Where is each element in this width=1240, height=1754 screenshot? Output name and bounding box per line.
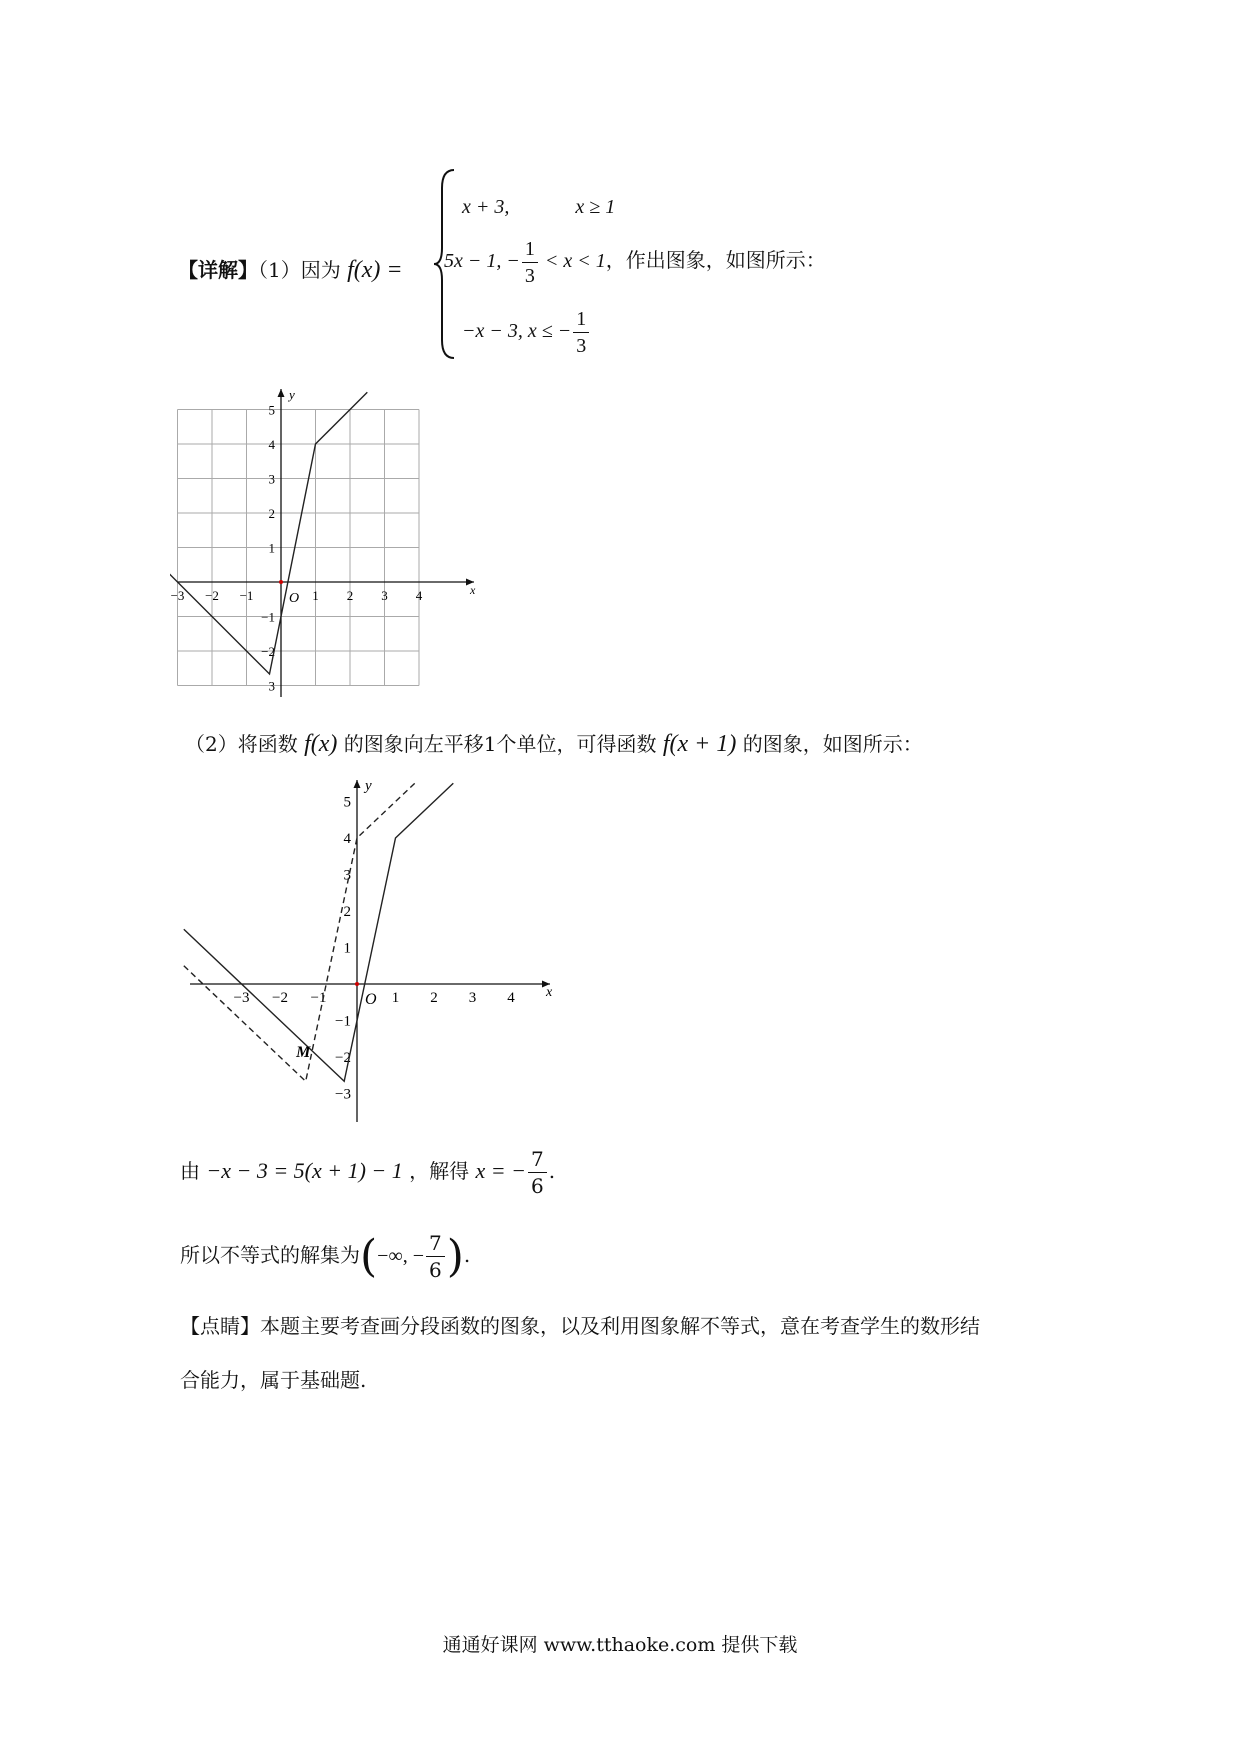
y-tick-label: −2	[335, 1050, 351, 1066]
detail-head: 【详解】	[178, 258, 258, 282]
y-tick-label: −3	[335, 1086, 351, 1103]
x-tick-label: 3	[468, 990, 477, 1006]
x-axis-label: x	[470, 583, 476, 597]
x-tick-label: −3	[170, 588, 185, 603]
case-2-cond-pre: −	[506, 250, 520, 273]
y-tick-label: −1	[335, 1013, 351, 1030]
case-2-frac	[522, 236, 538, 289]
solve-x-eq: x = −	[475, 1158, 526, 1183]
y-tick-label: 4	[343, 831, 351, 847]
dashed-series-line	[184, 783, 415, 1081]
detail-line	[178, 254, 403, 284]
y-tick-label: 1	[343, 940, 351, 957]
y-tick-label: −1	[261, 609, 275, 625]
case-3-cond-pre: x ≤ −	[527, 320, 572, 343]
y-tick-label: 3	[268, 678, 275, 694]
y-tick-label: −2	[261, 644, 275, 659]
x-tick-label: −1	[239, 588, 254, 603]
case-2-den: 3	[524, 265, 535, 287]
x-tick-label: 4	[415, 588, 423, 603]
case-3-expr: −x − 3,	[462, 320, 523, 343]
x-axis-label: x	[546, 985, 553, 1000]
x-tick-label: 2	[430, 990, 438, 1006]
x-tick-label: −3	[233, 990, 250, 1006]
case-1-cond: x ≥ 1	[575, 196, 616, 218]
x-tick-label: −1	[310, 990, 327, 1006]
case-2-expr: 5x − 1,	[444, 250, 502, 273]
graph-1	[170, 385, 480, 705]
part2-fx: f(x)	[304, 731, 338, 757]
y-tick-label: 5	[343, 794, 351, 811]
part2-line	[185, 728, 923, 758]
y-tick-label: 2	[268, 506, 275, 521]
case-3-frac	[573, 306, 589, 359]
case-2-cond-post: < x < 1	[544, 250, 606, 273]
x-tick-label: 2	[346, 588, 354, 603]
origin-label: O	[289, 591, 300, 606]
comment-line-2: 合能力，属于基础题.	[180, 1368, 367, 1392]
y-tick-label: 1	[268, 540, 275, 556]
x-tick-label: 1	[312, 588, 319, 603]
part2-text-a: （2）将函数	[185, 732, 298, 756]
case-1-expr: x + 3,	[462, 196, 510, 218]
case-3-den: 3	[576, 335, 587, 357]
solve-frac	[528, 1146, 547, 1199]
y-tick-label: 3	[268, 471, 275, 487]
part2-text-c: 的图象，如图所示：	[742, 732, 923, 756]
interval-den: 6	[429, 1258, 442, 1282]
part1-tail: ，作出图象，如图所示：	[605, 248, 826, 273]
y-tick-label: 4	[268, 437, 275, 452]
interval-frac	[426, 1230, 445, 1283]
y-tick-label: 5	[268, 402, 275, 418]
solve-den: 6	[530, 1174, 544, 1198]
y-axis-arrow	[354, 780, 361, 788]
solve-equation: −x − 3 = 5(x + 1) − 1	[206, 1158, 403, 1183]
solve-text-a: 由	[180, 1159, 200, 1183]
case-3	[462, 306, 591, 359]
origin-label: O	[365, 991, 377, 1008]
case-1	[462, 196, 615, 219]
series-line	[184, 783, 454, 1081]
interval-right-paren: )	[446, 1231, 464, 1282]
y-tick-label: 3	[343, 867, 351, 884]
solve-text-c: 所以不等式的解集为	[180, 1243, 360, 1267]
case-2-num: 1	[522, 236, 538, 263]
part2-text-b: 的图象向左平移1个单位，可得函数	[343, 732, 657, 756]
case-3-num: 1	[573, 306, 589, 333]
solve-num: 7	[528, 1146, 547, 1173]
solve-line-1: 由 −x − 3 = 5(x + 1) − 1 ，解得 x = − $\frac{7}{6}$ .	[180, 1147, 556, 1198]
part1-intro: （1）因为	[258, 258, 341, 282]
point-label: M	[296, 1043, 311, 1061]
y-axis-label: y	[289, 387, 295, 402]
part2-fx1: f(x + 1)	[662, 731, 737, 757]
origin-dot	[279, 580, 283, 584]
interval-left-paren: (	[360, 1231, 378, 1282]
x-tick-label: 4	[507, 990, 515, 1006]
solve-line-2: 所以不等式的解集为(−∞, − $\frac{7}{6}$ ).	[180, 1231, 471, 1282]
series-line	[170, 392, 367, 674]
x-tick-label: 1	[391, 990, 400, 1006]
x-tick-label: −2	[205, 588, 219, 603]
solve-text-b: ，解得	[409, 1159, 470, 1183]
y-axis-arrow	[278, 389, 285, 397]
case-2	[444, 236, 826, 289]
x-tick-label: 3	[381, 588, 388, 603]
footer-text: 通通好课网 www.tthaoke.com 提供下载	[442, 1634, 798, 1656]
y-tick-label: 2	[343, 904, 351, 920]
y-axis-label: y	[365, 778, 372, 794]
solve-interval: −∞, −	[377, 1245, 424, 1267]
comment-line-1: 【点睛】本题主要考查画分段函数的图象，以及利用图象解不等式，意在考查学生的数形结	[180, 1314, 980, 1338]
origin-dot	[355, 982, 359, 986]
graph-2	[170, 770, 570, 1130]
x-tick-label: −2	[272, 990, 288, 1006]
fx-label: f(x) =	[347, 257, 403, 283]
interval-num: 7	[426, 1230, 445, 1257]
